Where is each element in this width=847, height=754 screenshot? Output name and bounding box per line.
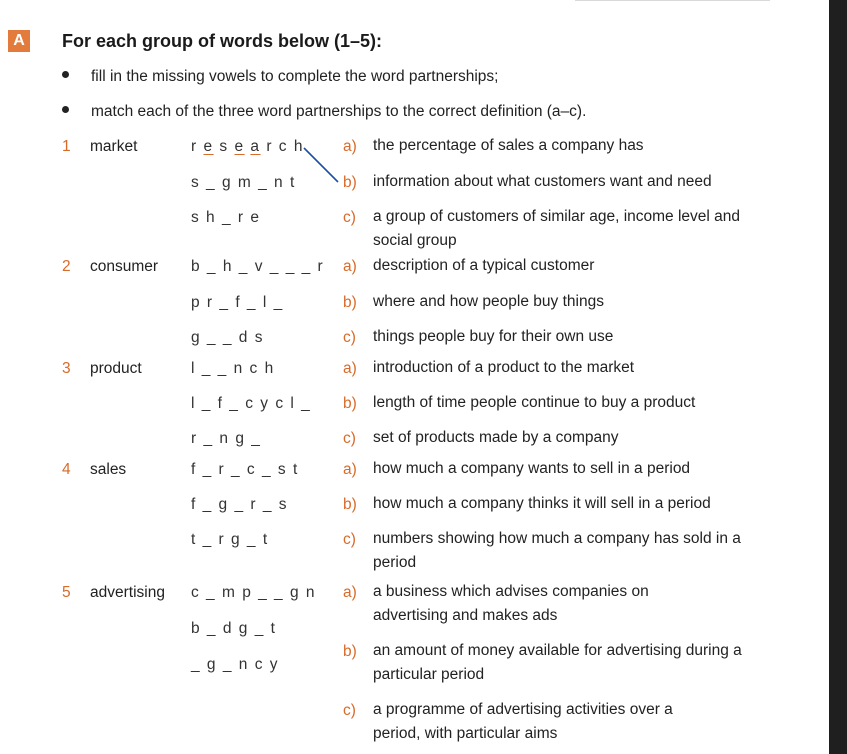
group-number: 5 <box>62 584 71 601</box>
definition-text: information about what customers want and need <box>373 173 712 190</box>
group-topic: market <box>90 138 138 155</box>
word-item[interactable]: g _ _ d s <box>191 329 264 346</box>
definition-text: numbers showing how much a company has sold in a period <box>373 530 741 571</box>
word-item[interactable]: s _ g m _ n t <box>191 174 296 191</box>
instruction-2: match each of the three word partnerships to the correct definition (a–c). <box>62 103 586 121</box>
bullet-dot <box>62 106 69 113</box>
definition-text: set of products made by a company <box>373 429 619 446</box>
definition-letter: a) <box>343 138 357 155</box>
definition-letter: b) <box>343 174 357 191</box>
definition-text: a programme of advertising activities over a period, with particular aims <box>373 701 673 742</box>
word-item[interactable]: p r _ f _ l _ <box>191 294 284 311</box>
word-item[interactable]: s h _ r e <box>191 209 261 226</box>
match-arrow-icon <box>300 140 345 190</box>
definition-letter: a) <box>343 461 357 478</box>
group-topic: product <box>90 360 142 377</box>
word-item[interactable]: b _ d g _ t <box>191 620 277 637</box>
definition-text: the percentage of sales a company has <box>373 137 644 154</box>
instruction-1: fill in the missing vowels to complete the word partnerships; <box>62 68 499 86</box>
word-item[interactable]: r _ n g _ <box>191 430 262 447</box>
exercise-heading: For each group of words below (1–5): <box>62 31 383 51</box>
definition-letter: c) <box>343 209 356 226</box>
section-badge: A <box>8 30 30 52</box>
definition-letter: b) <box>343 294 357 311</box>
definition-text: how much a company wants to sell in a period <box>373 460 691 477</box>
definition-letter: c) <box>343 430 356 447</box>
group-topic: consumer <box>90 258 159 275</box>
group-number: 4 <box>62 461 71 478</box>
definition-text: description of a typical customer <box>373 257 595 274</box>
definition-letter: a) <box>343 584 357 601</box>
definition-text: a group of customers of similar age, income level and social group <box>373 208 741 249</box>
word-item[interactable]: b _ h _ v _ _ _ r <box>191 258 325 275</box>
word-item-example: r e s e a r c h <box>191 138 304 155</box>
definition-letter: c) <box>343 531 356 548</box>
right-edge-bar <box>829 0 847 754</box>
definition-letter: a) <box>343 360 357 377</box>
definition-text: an amount of money available for advertising during a particular period <box>373 642 742 683</box>
top-divider <box>575 0 770 1</box>
word-item[interactable]: t _ r g _ t <box>191 531 269 548</box>
group-number: 1 <box>62 138 71 155</box>
definition-text: introduction of a product to the market <box>373 359 635 376</box>
word-item[interactable]: l _ f _ c y c l _ <box>191 395 312 412</box>
group-number: 2 <box>62 258 71 275</box>
group-topic: advertising <box>90 584 165 601</box>
word-item[interactable]: f _ g _ r _ s <box>191 496 289 513</box>
bullet-dot <box>62 71 69 78</box>
definition-letter: b) <box>343 395 357 412</box>
definition-letter: a) <box>343 258 357 275</box>
definition-letter: c) <box>343 702 356 719</box>
definition-text: a business which advises companies on advertising and makes ads <box>373 583 649 624</box>
word-item[interactable]: f _ r _ c _ s t <box>191 461 299 478</box>
definition-text: length of time people continue to buy a product <box>373 394 696 411</box>
word-item[interactable]: l _ _ n c h <box>191 360 275 377</box>
definition-text: where and how people buy things <box>373 293 604 310</box>
group-topic: sales <box>90 461 127 478</box>
group-number: 3 <box>62 360 71 377</box>
word-item[interactable]: _ g _ n c y <box>191 656 280 673</box>
word-item[interactable]: c _ m p _ _ g n <box>191 584 317 601</box>
definition-text: things people buy for their own use <box>373 328 614 345</box>
definition-letter: b) <box>343 496 357 513</box>
definition-letter: c) <box>343 329 356 346</box>
definition-text: how much a company thinks it will sell in a period <box>373 495 711 512</box>
definition-letter: b) <box>343 643 357 660</box>
